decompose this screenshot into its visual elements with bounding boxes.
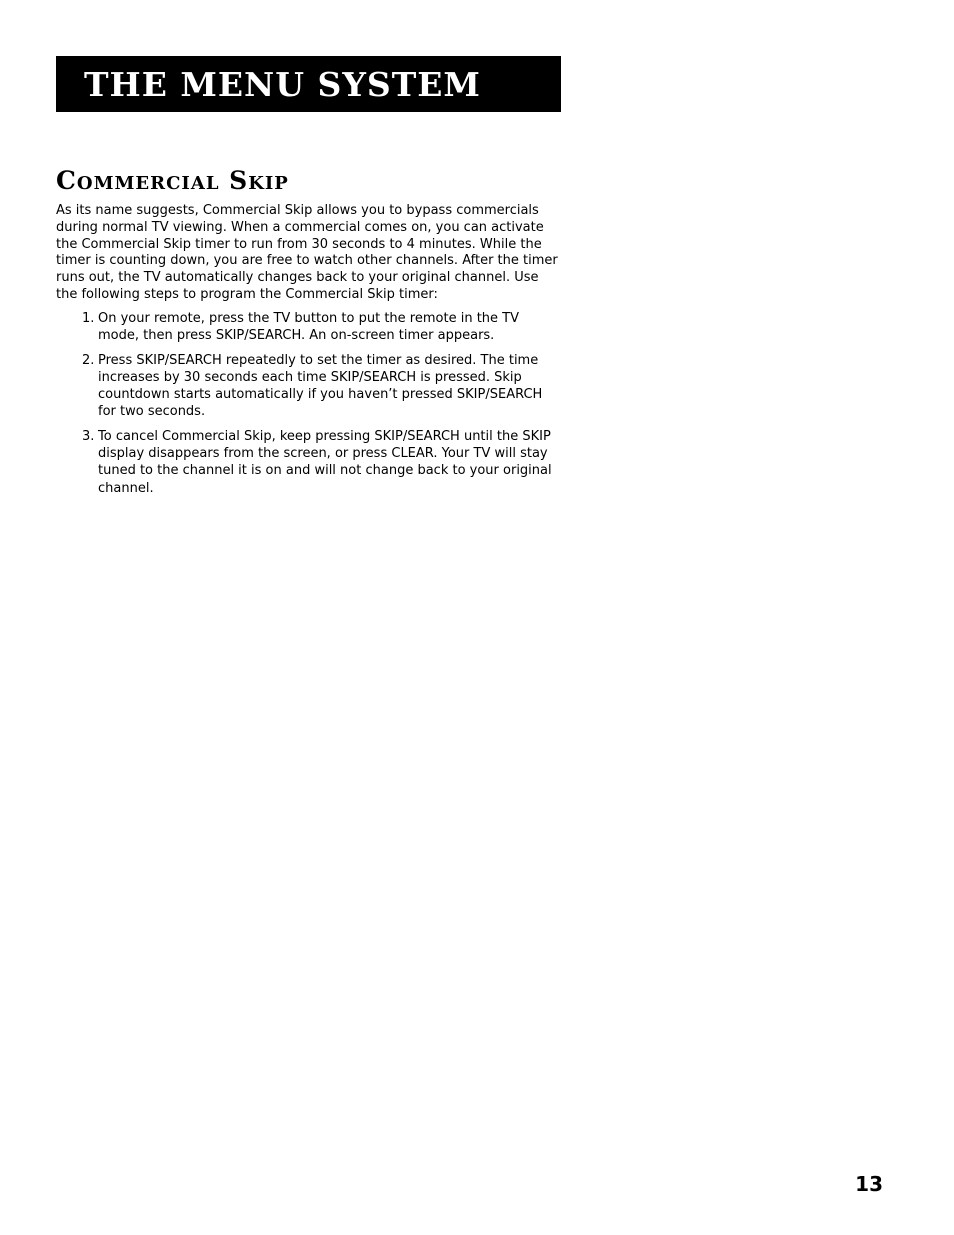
chapter-header-bar xyxy=(56,56,561,112)
section-title: Commercial Skip xyxy=(56,166,289,195)
chapter-title: THE MENU SYSTEM xyxy=(84,64,481,104)
intro-paragraph: As its name suggests, Commercial Skip allows you to bypass commercials during normal TV viewing. When a commercial comes on, you can activate the Commercial Skip timer to run from 30 seconds to 4 minutes. While the timer is counting down, you are free to watch other channels. After the timer runs out, the TV automatically changes back to your original channel. Use the following steps to program the Commercial Skip timer: xyxy=(56,203,558,302)
step-text: On your remote, press the TV button to put the remote in the TV mode, then press SKIP/SEARCH. An on-screen timer appears. xyxy=(98,311,519,344)
step-text: Press SKIP/SEARCH repeatedly to set the timer as desired. The time increases by 30 seconds each time SKIP/SEARCH is pressed. Skip countdown starts automatically if you haven’t pressed SKIP/SEARCH for two seconds. xyxy=(98,352,543,420)
steps-list xyxy=(82,310,562,504)
step-text: To cancel Commercial Skip, keep pressing SKIP/SEARCH until the SKIP display disappears from the screen, or press CLEAR. Your TV will stay tuned to the channel it is on and will not change back to your original channel. xyxy=(98,428,552,496)
step-number: 3. xyxy=(82,428,95,444)
list-item xyxy=(82,352,562,421)
step-number: 1. xyxy=(82,311,95,326)
list-item xyxy=(82,310,562,345)
list-item xyxy=(82,428,562,497)
page-number: 13 xyxy=(855,1172,883,1196)
step-number: 2. xyxy=(82,352,95,368)
